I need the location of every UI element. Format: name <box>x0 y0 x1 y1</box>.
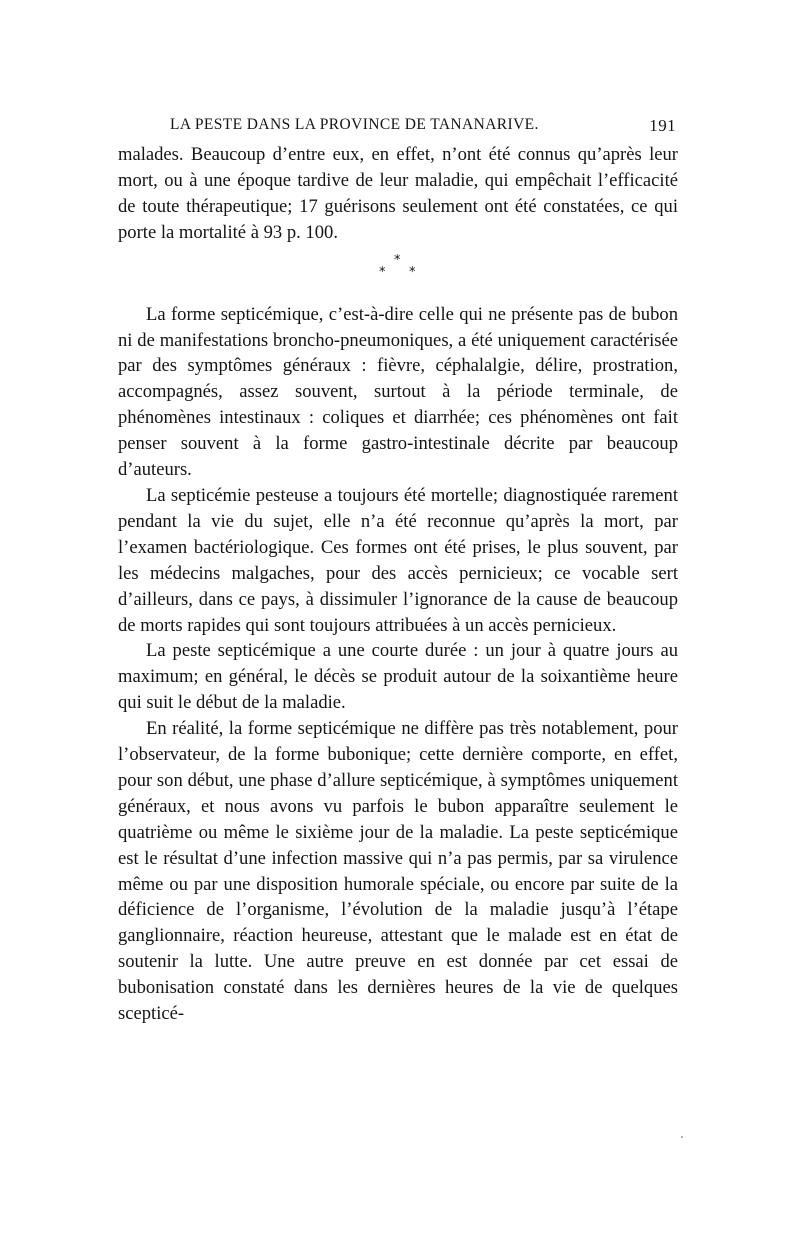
paragraph-reality: En réalité, la forme septicémique ne diffère pas très notablement, pour l’observateur, de la forme bubonique; cette dernière comporte, en effet, pour son début, une phase d’allure septicémique, à symptômes uniquement généraux, et nous avons vu parfois le bubon apparaître seulement le quatrième ou même le sixième jour de la maladie. La peste septicémique est le résultat d’une infection massive qui n’a pas permis, par sa virulence même ou par une disposition humorale spéciale, ou encore par suite de la déficience de l’organisme, l’évolution de la maladie jusqu’à l’étape ganglionnaire, réaction heureuse, attestant que le malade est en état de soutenir la lutte. Une autre preuve en est donnée par cet essai de bubonisation constaté dans les dernières heures de la vie de quelques scepticé- <box>118 718 678 1025</box>
running-head <box>118 112 678 142</box>
paragraph-duration: La peste septicémique a une courte durée : un jour à quatre jours au maximum; en général, le décès se produit autour de la soixantième heure qui suit le début de la maladie. <box>118 640 678 714</box>
page-number: 191 <box>649 116 676 135</box>
paragraph-septicemia-mortality: La septicémie pesteuse a toujours été mortelle; diagnostiquée rarement pendant la vie du sujet, elle n’a été reconnue qu’après la mort, par l’examen bactériologique. Ces formes ont été prises, le plus souvent, par les médecins malgaches, pour des accès pernicieux; ce vocable sert d’ailleurs, dans ce pays, à dissimuler l’ignorance de la cause de beaucoup de morts rapides qui sont toujours attribuées à un accès pernicieux. <box>118 484 678 636</box>
paragraph-septicemic-form: La forme septicémique, c’est-à-dire celle qui ne présente pas de bubon ni de manifestations broncho-pneumoniques, a été uniquement caractérisée par des symptômes généraux : fièvre, céphalalgie, délire, prostration, accompagnés, assez souvent, surtout à la période terminale, de phénomènes intestinaux : coliques et diarrhée; ces phénomènes ont fait penser souvent à la forme gastro-intestinale décrite par beaucoup d’auteurs. <box>118 303 678 481</box>
asterisk-left: * <box>379 264 386 280</box>
paragraph-continuation: malades. Beaucoup d’entre eux, en effet, n’ont été connus qu’après leur mort, ou à une époque tardive de leur maladie, qui empêchait l’efficacité de toute thérapeutique; 17 guérisons seulement ont été constatées, ce qui porte la mortalité à 93 p. 100. <box>118 144 678 243</box>
print-speck <box>681 1136 683 1138</box>
asterism-separator <box>118 246 678 302</box>
body-text <box>118 142 678 1027</box>
running-title: LA PESTE DANS LA PROVINCE DE TANANARIVE. <box>170 116 539 133</box>
book-page <box>118 112 678 1027</box>
asterisk-right: * <box>409 264 416 280</box>
asterisk-top: * <box>394 252 401 268</box>
